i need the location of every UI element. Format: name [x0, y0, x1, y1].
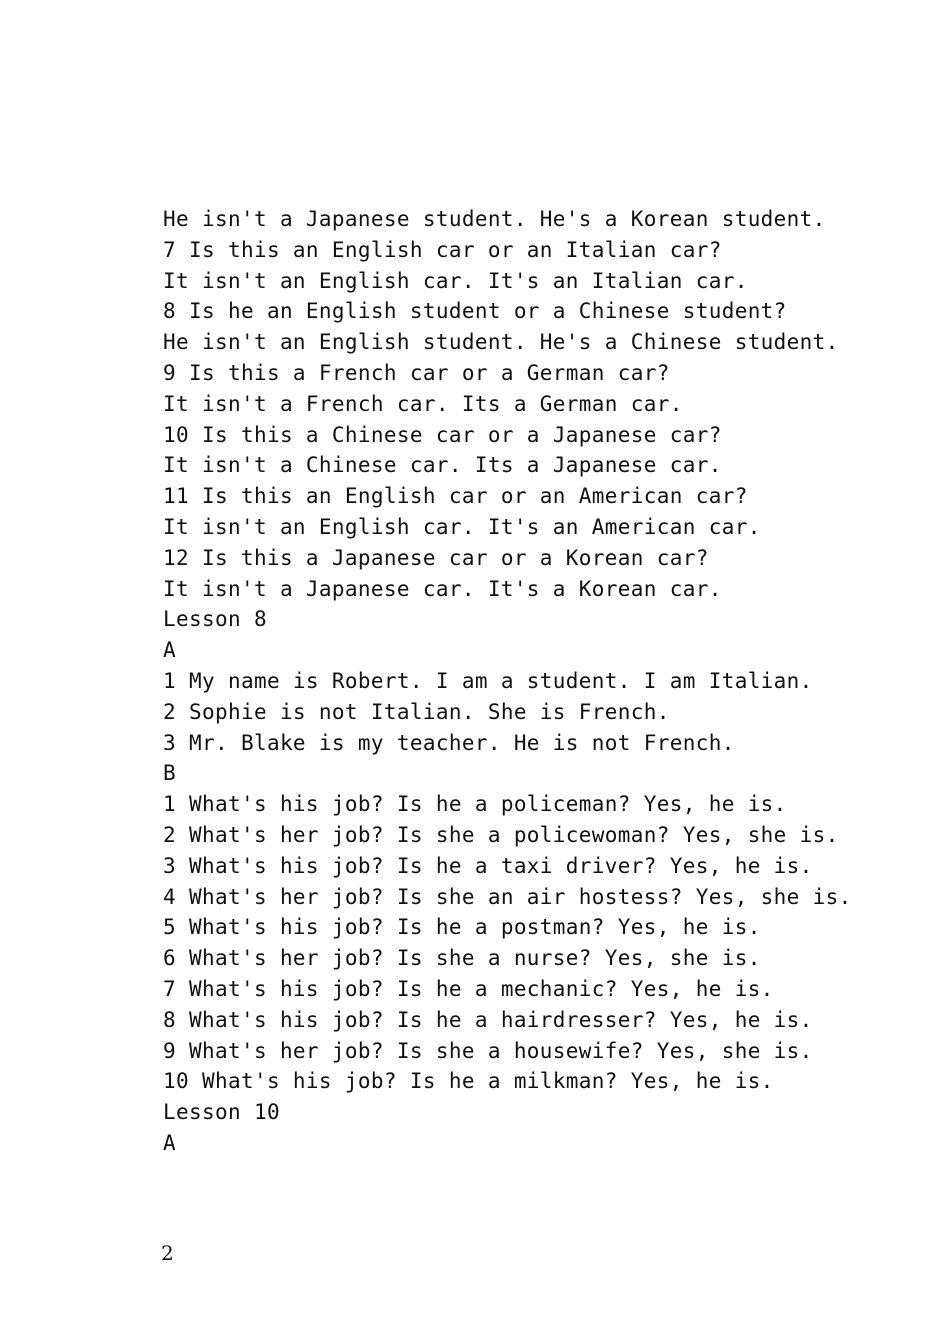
text-line: It isn't an English car. It's an Italian car.: [163, 268, 748, 293]
text-line: 6 What's her job? Is she a nurse? Yes, she is.: [163, 946, 761, 971]
text-line: 9 Is this a French car or a German car?: [163, 360, 670, 385]
text-line: 8 What's his job? Is he a hairdresser? Yes, he is.: [163, 1007, 813, 1032]
section-heading: A: [163, 638, 176, 663]
text-line: 3 What's his job? Is he a taxi driver? Yes, he is.: [163, 853, 813, 878]
text-line: 5 What's his job? Is he a postman? Yes, he is.: [163, 915, 761, 940]
text-line: 1 My name is Robert. I am a student. I am Italian.: [163, 668, 813, 693]
text-line: It isn't a French car. Its a German car.: [163, 391, 683, 416]
text-line: It isn't an English car. It's an American car.: [163, 514, 761, 539]
text-line: 7 Is this an English car or an Italian car?: [163, 237, 722, 262]
text-line: 2 Sophie is not Italian. She is French.: [163, 699, 670, 724]
document-text-body: [163, 204, 863, 1159]
text-line: 11 Is this an English car or an American car?: [163, 484, 748, 509]
text-line: 7 What's his job? Is he a mechanic? Yes, he is.: [163, 976, 774, 1001]
text-line: It isn't a Chinese car. Its a Japanese car.: [163, 453, 722, 478]
text-line: He isn't an English student. He's a Chinese student.: [163, 330, 839, 355]
section-heading: A: [163, 1130, 176, 1155]
text-line: 10 What's his job? Is he a milkman? Yes, he is.: [163, 1069, 774, 1094]
text-line: 1 What's his job? Is he a policeman? Yes, he is.: [163, 792, 787, 817]
text-line: 12 Is this a Japanese car or a Korean car?: [163, 545, 709, 570]
text-line: 4 What's her job? Is she an air hostess? Yes, she is.: [163, 884, 852, 909]
page-number: 2: [161, 1241, 174, 1265]
lesson-heading: Lesson 10: [163, 1100, 280, 1125]
section-heading: B: [163, 761, 176, 786]
text-line: 9 What's her job? Is she a housewife? Yes, she is.: [163, 1038, 813, 1063]
text-line: 10 Is this a Chinese car or a Japanese car?: [163, 422, 722, 447]
text-line: He isn't a Japanese student. He's a Korean student.: [163, 207, 826, 231]
text-line: 2 What's her job? Is she a policewoman? Yes, she is.: [163, 822, 839, 847]
text-line: 8 Is he an English student or a Chinese student?: [163, 299, 787, 324]
text-line: It isn't a Japanese car. It's a Korean car.: [163, 576, 722, 601]
lesson-heading: Lesson 8: [163, 607, 267, 632]
text-line: 3 Mr. Blake is my teacher. He is not French.: [163, 730, 735, 755]
